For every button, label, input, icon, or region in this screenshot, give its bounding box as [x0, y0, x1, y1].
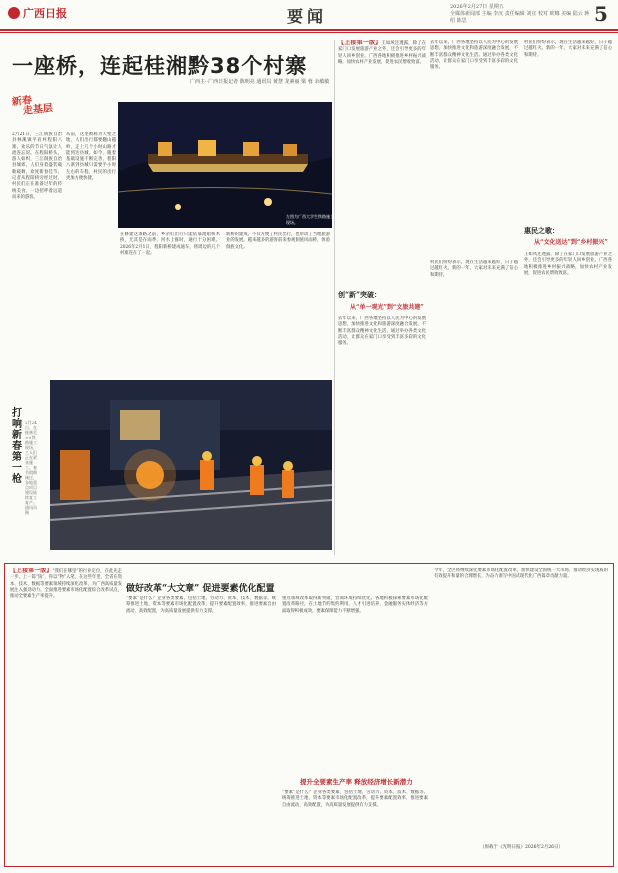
headline-byline: 广西主··广西日报记者 陈明亮 通讯员 黄慧 龙素丽 梁 蓉 余敏敏 [190, 79, 330, 85]
lower-col3: 重点领域改革取得新突破，营商环境持续优化。各地积极探索要素市场化配置改革路径，在土地节约集约利用、人才引进培养、金融服务实体经济等方面取得积极成效，要素保障能力不断增强。 [282, 596, 428, 614]
section-subheading-1: 从“文化送达”到“乡村振兴” [534, 239, 608, 246]
lower-article-subhead: 提升全要素生产率 释放经济增长新潜力 [300, 778, 413, 786]
new-year-stamp: 新春 走基层 [11, 95, 54, 118]
lower-article-title: 做好改革“大文章” 促进要素优化配置 [126, 584, 275, 594]
lead-article-col4: 新桥的建成，不仅方便了村民出行，也带动了当地旅游业的发展。越来越多的游客前来参观侗族风雨桥，体验侗族文化。 [226, 232, 330, 250]
lead-article-col1: 2月21日，三江侗族自治县林溪镇平岩村程阳八寨，欢乐的节日气氛让人流连忘返。在程阳桥头，游人如织，三江侗族自治县城郊，人们身着盛装载歌载舞，欢度新春佳节。记者从程阳桥旁经过时，村民们正在准备过年的传统美食，一边招呼着远道而来的游客。 [12, 132, 62, 200]
lower-col4: 今年，全区将继续深化要素市场化配置改革，加快建设全国统一大市场，推动经济实现质的有效提升和量的合理增长，为奋力谱写中国式现代化广西篇章贡献力量。 [434, 568, 608, 580]
lower-col2: “要素”是什么？企业各类要素，包括土地、劳动力、资本、技术、数据等。统筹推进土地、资本等要素市场化配置改革，提升要素配置效率，推进要素自由流动、高效配置，为高质量发展提供有力支撑。 [126, 596, 276, 614]
editor-credits: 全媒体新闻部 主编 李沉 责任编辑 刘宜 校对 欧娜 美编 陆云 蒋绍 陈思 [450, 11, 590, 24]
right-col-e: 村民们纷纷表示，现在生活越来越好，日子越过越红火。新的一年，大家对未来充满了信心和期待。 [430, 260, 518, 278]
right-col-b: 去年以来，广西各地坚持以人民为中心的发展思想，加快推进文化和旅游深度融合发展，不断丰富群众精神文化生活。通过举办各类文化活动，让群众在家门口享受到丰富多彩的文化服务。 [430, 40, 518, 71]
lower-col3b: “要素”是什么？企业各类要素，包括土地、劳动力、资本、技术、数据等。统筹推进土地、资本等要素市场化配置改革，提升要素配置效率，推进要素自由流动、高效配置，为高质量发展提供有力支撑。 [282, 790, 428, 808]
section-heading-1: 惠民之歌： [524, 226, 559, 235]
top-photo-caption: 左图为广西大学生铁路施工现场。 [286, 214, 334, 225]
railway-construction-photo [50, 380, 332, 550]
source-note: （原载于《光明日报》2026年2月26日） [480, 845, 564, 850]
header-rule-thin [0, 32, 618, 33]
page-headline: 一座桥，连起桂湘黔38个村寨 [12, 54, 308, 78]
header-meta [450, 4, 590, 25]
logo-emblem-icon [8, 7, 20, 19]
column-divider [334, 40, 335, 555]
right-col-a: 【上接第一版】王如风还透露，除了在家门口发展旅游产业之外，还会引导更多的年轻人回乡创业。广西各地积极推进乡村振兴战略，加快农村产业发展，促进农民增收致富。 [338, 40, 426, 65]
lead-article-col2: 从前，这里被称为天堑之地，人们出行都要翻山越岭，走上几个小时山路才能到达县城。如今，随着基础设施不断完善，程阳八寨到县城只需要半小时左右的车程，村民的出行更加方便快捷。 [66, 132, 116, 182]
lead-article-col3: 在修建这条路之前，乡亲们出行只能依靠渡船和木桥，尤其是在雨季，河水上涨时，通行十分困难。2026年2月1日，程阳新桥建成通车，将周边的几个村寨连在了一起。 [120, 232, 220, 256]
header-rule [0, 29, 618, 31]
side-photo-title: 打响新春第一枪 [12, 408, 22, 485]
lower-continued-tag: 【上接第一版】 [10, 568, 53, 574]
right-col-f: 王如风还透露，除了在家门口发展旅游产业之外，还会引导更多的年轻人回乡创业。广西各地积极推进乡村振兴战略，加快农村产业发展，促进农民增收致富。 [524, 252, 612, 276]
section-subheading-2: 从“单一观光”到“文旅共建” [350, 304, 424, 311]
issue-date: 2026年2月27日 星期五 [450, 4, 504, 10]
section-title: 要闻 [287, 7, 328, 26]
newspaper-logo [8, 5, 67, 21]
bridge-night-photo [118, 102, 332, 228]
right-col-d: 去年以来，广西各地坚持以人民为中心的发展思想，加快推进文化和旅游深度融合发展，不断丰富群众精神文化生活。通过举办各类文化活动，让群众在家门口享受到丰富多彩的文化服务。 [338, 316, 426, 347]
page-number: 5 [594, 2, 608, 26]
section-heading-2: 创“新”突破： [338, 290, 382, 299]
logo-text: 广西日报 [23, 7, 67, 20]
continued-tag: 【上接第一版】 [338, 40, 382, 46]
side-photo-caption: 2月24日，在桂林至××铁路施工现场，工人们正在紧张施工。春节假期刚过，各地重点项目建设陆续复工复产。通讯员 摄 [25, 420, 37, 515]
right-col-c: 村民们纷纷表示，现在生活越来越好，日子越过越红火。新的一年，大家对未来充满了信心和期待。 [524, 40, 612, 58]
right-column [338, 40, 614, 560]
lower-col1: 【上接第一版】“我们在哪里”的行业定位，在此先走一步。上一篇“钱”，你以“物”入笔，在这些年里，全省在资本、技术、数据等要素领域持续深化改革，为广西高质量发展注入强劲动力。全面推进要素市场化配置综合改革试点，推动全要素生产率提升。 [10, 568, 122, 600]
